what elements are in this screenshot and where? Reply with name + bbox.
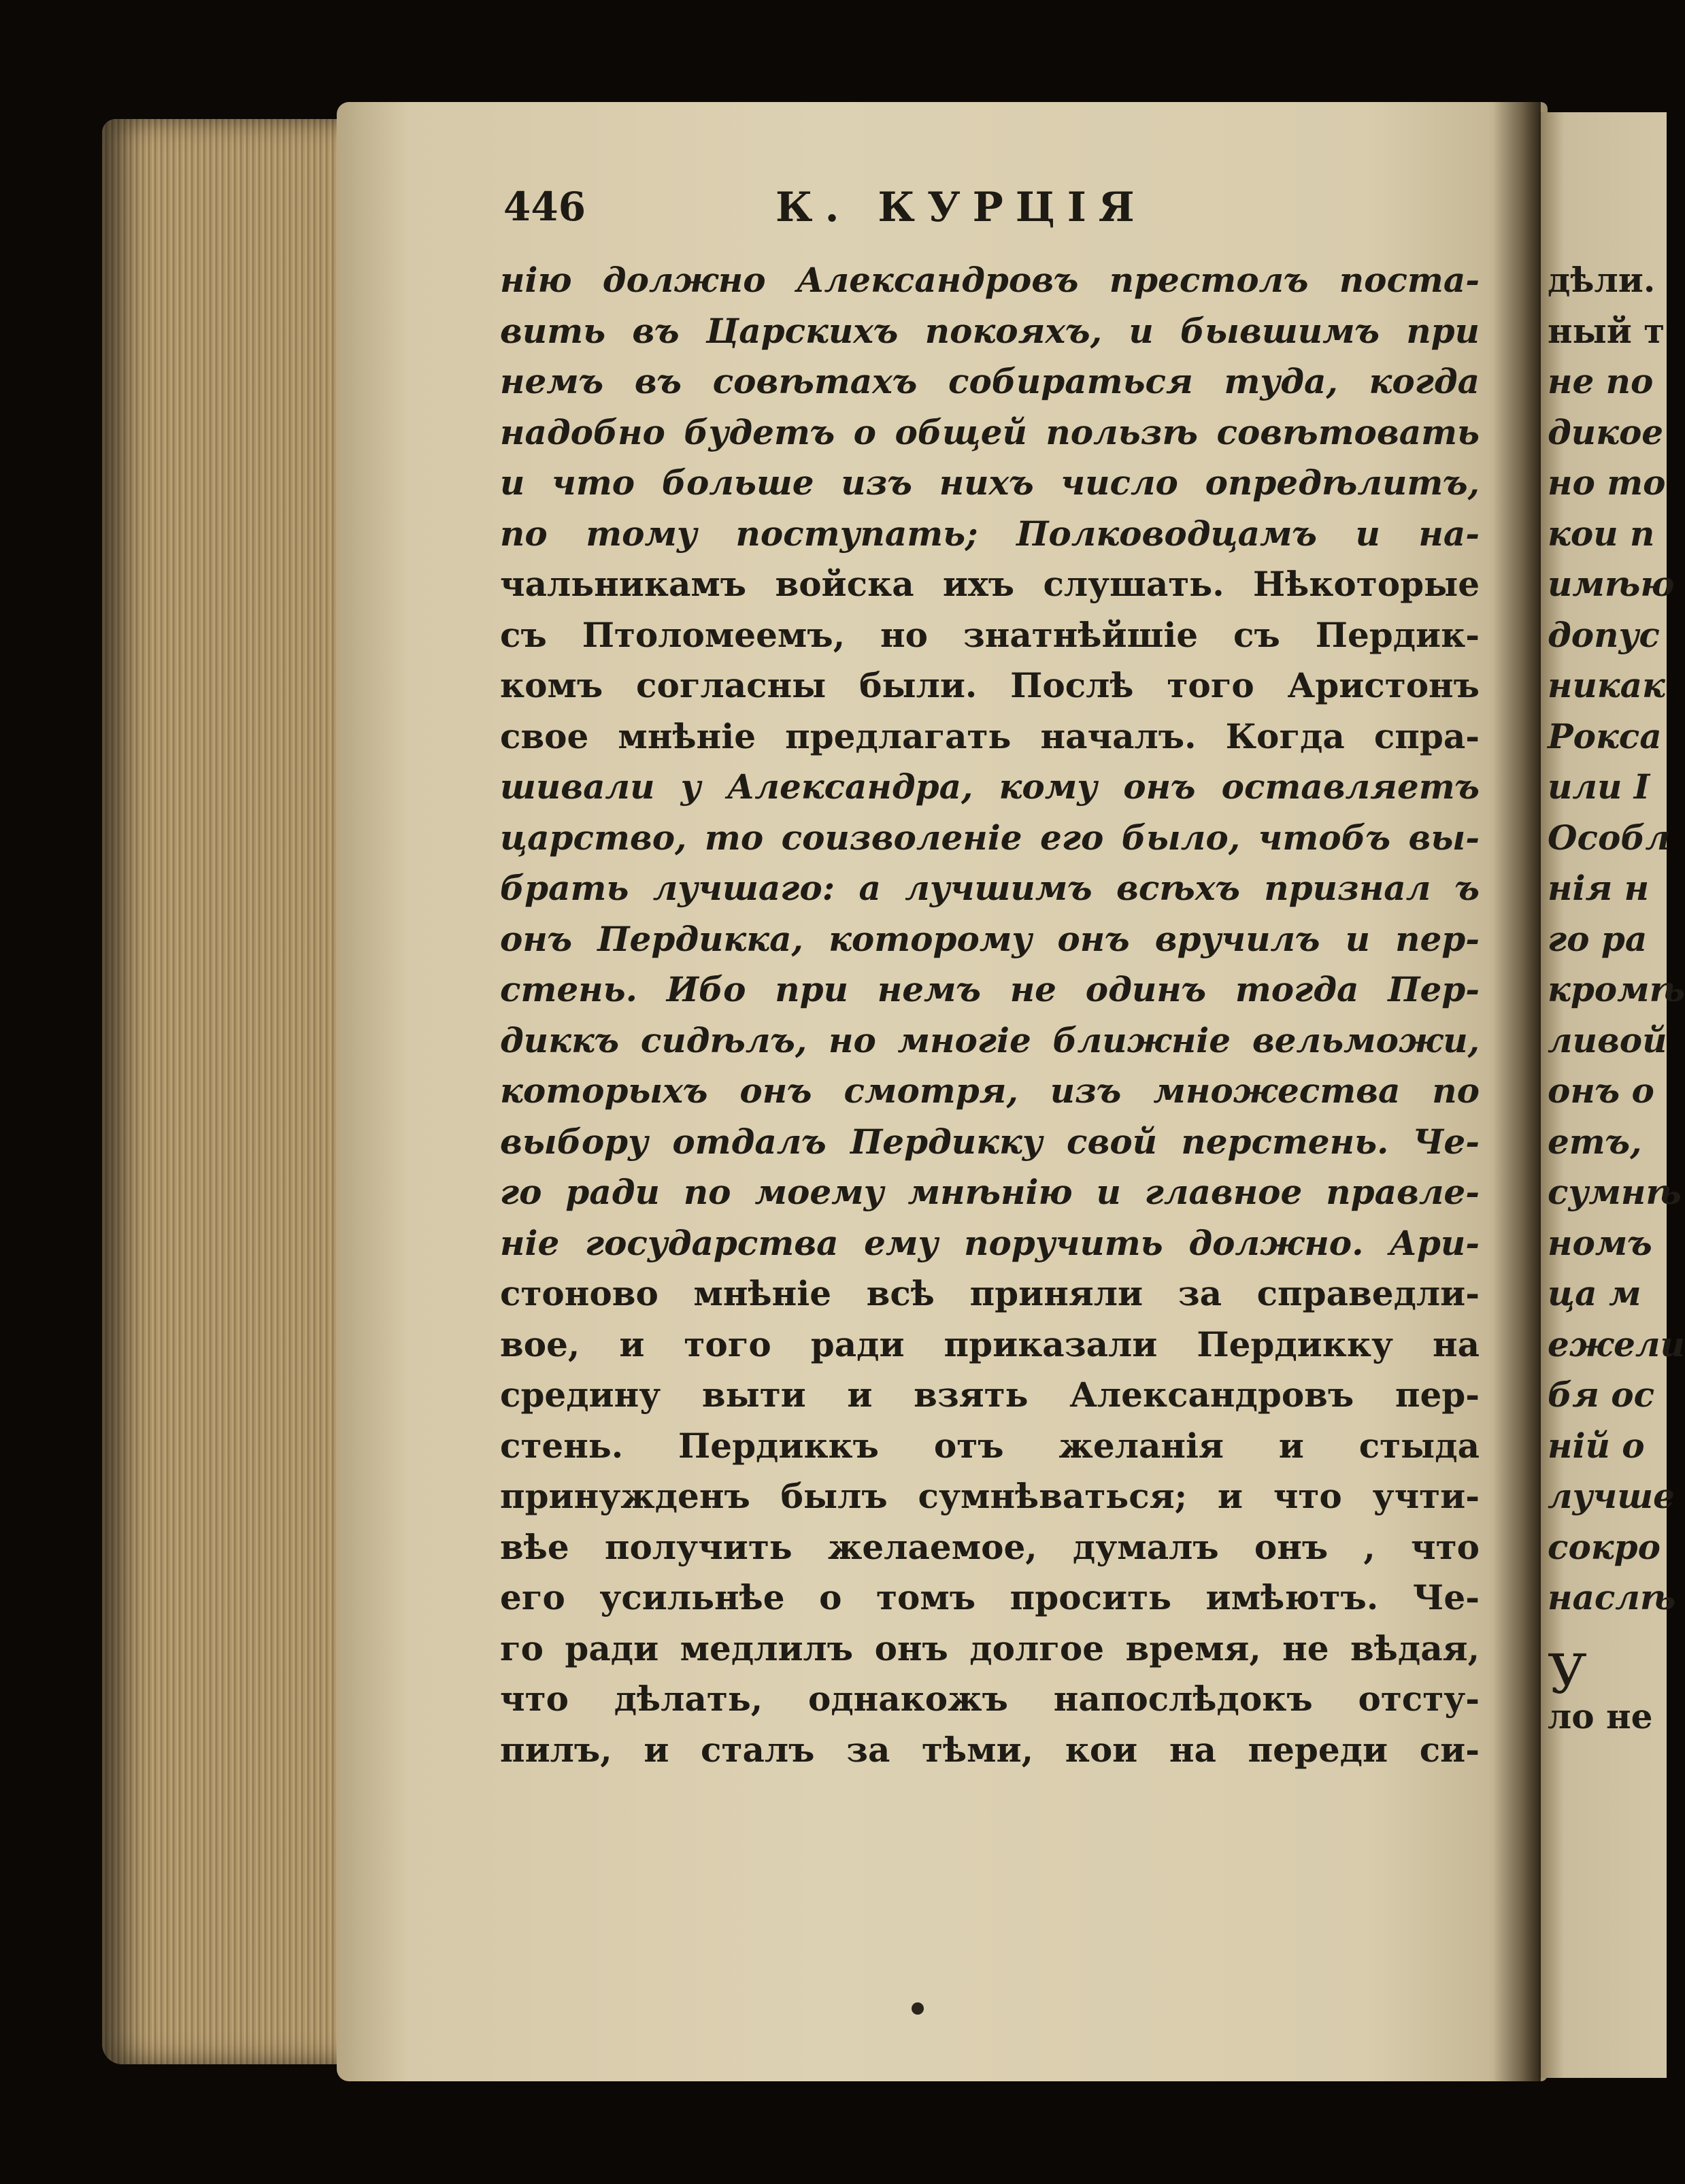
right-text-line: не по [1548, 361, 1654, 401]
right-text-line: или І [1548, 767, 1650, 807]
right-text-line: номъ [1548, 1222, 1652, 1263]
right-text-line: лучше [1548, 1476, 1675, 1516]
running-title: К. КУРЦІЯ [775, 184, 1147, 231]
right-text-line: имѣю [1548, 564, 1675, 604]
book-gutter [1493, 102, 1541, 2081]
text-line: вѣе получить желаемое, думалъ онъ , что [500, 1526, 1480, 1567]
text-line: пилъ, и сталъ за тѣми, кои на переди си- [500, 1729, 1480, 1770]
text-line: нію должно Александровъ престолъ поста- [500, 260, 1480, 300]
text-line: съ Птоломеемъ, но знатнѣйшіе съ Пердик- [500, 614, 1480, 655]
right-text-line: У [1548, 1642, 1587, 1706]
text-line: надобно будетъ о общей пользѣ совѣтовать [500, 411, 1480, 452]
ink-spot [912, 2002, 924, 2015]
text-line: стоново мнѣніе всѣ приняли за справедли- [500, 1273, 1480, 1313]
right-text-line: допус [1548, 614, 1660, 655]
text-line: стень. Ибо при немъ не одинъ тогда Пер- [500, 969, 1480, 1009]
page-edges [102, 119, 354, 2064]
text-line: вить въ Царскихъ покояхъ, и бывшимъ при [500, 310, 1480, 351]
page-number: 446 [503, 184, 586, 230]
text-line: брать лучшаго: а лучшимъ всѣхъ признал ъ [500, 868, 1480, 908]
text-line: выбору отдалъ Пердикку свой перстень. Че- [500, 1121, 1480, 1162]
right-text-line: ній о [1548, 1425, 1645, 1466]
text-line: средину выти и взять Александровъ пер- [500, 1375, 1480, 1415]
right-text-line: онъ о [1548, 1071, 1654, 1111]
text-line: немъ въ совѣтахъ собираться туда, когда [500, 361, 1480, 401]
right-text-line: сокро [1548, 1526, 1661, 1567]
text-line: шивали у Александра, кому онъ оставляетъ [500, 767, 1480, 807]
text-line: свое мнѣніе предлагать началъ. Когда спра- [500, 716, 1480, 756]
text-line: го ради по моему мнѣнію и главное правле- [500, 1172, 1480, 1212]
right-text-line: сумнѣ [1548, 1172, 1682, 1212]
text-line: вое, и того ради приказали Пердикку на [500, 1324, 1480, 1364]
text-line: стень. Пердиккъ отъ желанія и стыда [500, 1425, 1480, 1466]
text-line: комъ согласны были. Послѣ того Аристонъ [500, 665, 1480, 705]
text-line: принужденъ былъ сумнѣваться; и что учти- [500, 1476, 1480, 1516]
right-text-line: кои п [1548, 513, 1655, 554]
right-text-line: Рокса [1548, 716, 1662, 756]
right-text-line: наслѣ [1548, 1577, 1676, 1617]
right-text-line: дикое [1548, 411, 1664, 452]
right-text-line: ливой [1548, 1020, 1667, 1060]
text-line: царство, то соизволеніе его было, чтобъ вы- [500, 817, 1480, 858]
text-line: ніе государства ему поручить должно. Ари- [500, 1222, 1480, 1263]
text-line: и что больше изъ нихъ число опредѣлитъ, [500, 463, 1480, 503]
text-line: онъ Пердикка, которому онъ вручилъ и пер- [500, 918, 1480, 959]
text-line: чальникамъ войска ихъ слушать. Нѣкоторые [500, 564, 1480, 604]
left-page-text [500, 255, 1480, 1775]
right-text-line: кромѣ [1548, 969, 1685, 1009]
right-text-line: Особл [1548, 817, 1671, 858]
right-text-line: го ра [1548, 918, 1648, 959]
right-text-line: ежели [1548, 1324, 1685, 1364]
right-text-line: етъ, [1548, 1121, 1642, 1162]
text-line: го ради медлилъ онъ долгое время, не вѣдая, [500, 1628, 1480, 1668]
text-line: что дѣлать, однакожъ напослѣдокъ отсту- [500, 1679, 1480, 1719]
text-line: его усильнѣе о томъ просить имѣютъ. Че- [500, 1577, 1480, 1617]
right-text-line: ца м [1548, 1273, 1641, 1313]
right-text-line: дѣли. [1548, 260, 1656, 300]
right-text-line: но то [1548, 463, 1666, 503]
text-line: по тому поступать; Полководцамъ и на- [500, 513, 1480, 554]
text-line: которыхъ онъ смотря, изъ множества по [500, 1071, 1480, 1111]
right-text-line: бя ос [1548, 1375, 1655, 1415]
right-text-line: ный т [1548, 310, 1665, 351]
right-page-text [1548, 255, 1685, 1742]
right-text-line: никак [1548, 665, 1665, 705]
right-text-line: нія н [1548, 868, 1650, 908]
text-line: диккъ сидѣлъ, но многіе ближніе вельможи, [500, 1020, 1480, 1060]
right-text-line: ло не [1548, 1696, 1653, 1736]
